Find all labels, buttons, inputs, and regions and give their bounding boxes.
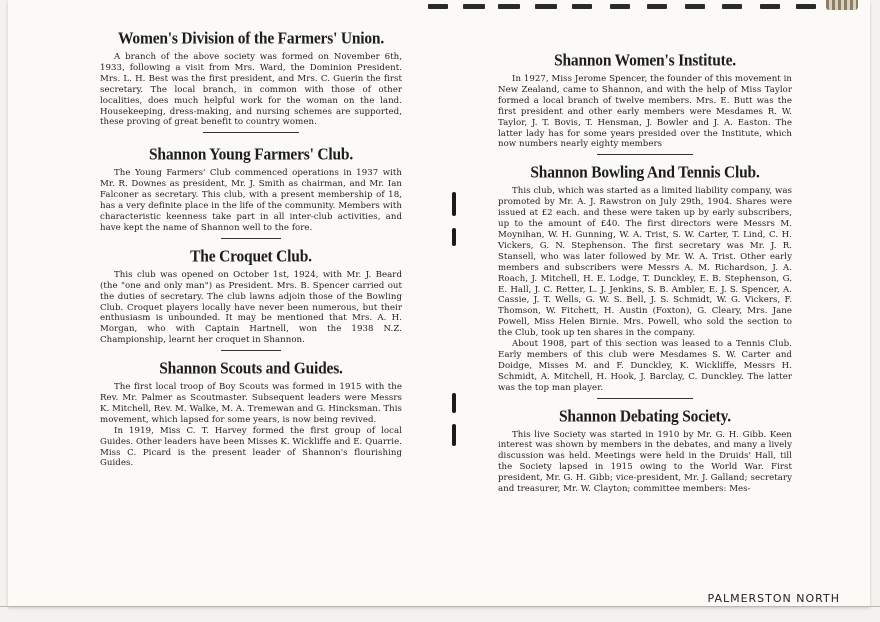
stamp-text: PALMERSTON NORTH bbox=[707, 592, 840, 605]
paragraph: In 1919, Miss C. T. Harvey formed the first group of local Guides. Other leaders have been Misses K. Wickliffe and E. Quarrie. Miss C. Picard is the present leader of Shannon's flourishing Guides. bbox=[100, 425, 402, 469]
right-column bbox=[498, 52, 792, 495]
tab-mark bbox=[796, 4, 816, 9]
section-scouts bbox=[100, 360, 402, 469]
binding-tabs bbox=[0, 0, 880, 16]
paragraph: This live Society was started in 1910 by Mr. G. H. Gibb. Keen interest was shown by members in the debates, and many a lively discussion was held. Meetings were held in the Druids' Hall, till the Society lapsed in 1915 owing to the World War. First president, Mr. G. H. Gibb; vice-president, Mr. J. Galland; secretary and treasurer, Mr. W. Clayton; committee members: Mes- bbox=[498, 429, 792, 495]
tab-mark bbox=[428, 4, 448, 9]
section-womens-institute bbox=[498, 52, 792, 155]
paragraph: This club, which was started as a limited liability company, was promoted by Mr. A. J. Rawstron on July 29th, 1904. Shares were issued at £2 each. and these were taken up by early subscribers, up to the amount of £40. The first directors were Messrs M. Moynihan, W. H. Gunning, W. A. Trist, S. W. Carter, T. Lind, C. H. Vickers, G. N. Stephenson. The first secretary was Mr. J. R. Stansell, who was later followed by Mr. W. A. Trist. Other early members and subscribers were Messrs A. M. Richardson, J. A. Roach, J. Mitchell, H. E. Lodge, T. Dunckley, E. B. Stephenson, G. E. Hall, J. C. Retter, L. J. Jenkins, S. B. Ambler, E. J. S. Spencer, A. Cassie, J. T. Wells, G. W. S. Bell, J. S. Schmidt, W. G. Vickers, F. Thomson, W. Fitchett, H. Austin (Foxton), G. Cleary, Mrs. Jane Powell, Miss Helen Birnie. Mrs. Powell, who sold the section to the Club, took up ten shares in the company. bbox=[498, 186, 792, 339]
binding-hole-mark bbox=[452, 424, 456, 446]
section-young-farmers bbox=[100, 146, 402, 238]
page-edge bbox=[0, 606, 880, 607]
binding-hole-mark bbox=[452, 393, 456, 413]
heading-young-farmers: Shannon Young Farmers' Club. bbox=[149, 145, 353, 164]
tab-mark bbox=[463, 4, 485, 9]
section-croquet bbox=[100, 248, 402, 351]
tab-mark bbox=[535, 4, 557, 9]
tab-mark bbox=[610, 4, 630, 9]
paragraph: The first local troop of Boy Scouts was formed in 1915 with the Rev. Mr. Palmer as Scoutmaster. Subsequent leaders were Messrs K. Mitchell, Rev. M. Walke, M. A. Tremewan and G. Hincksman. This movement, which lapsed for some years, is now being revived. bbox=[100, 382, 403, 425]
paragraph: A branch of the above society was formed on November 6th, 1933, following a visit from Mrs. Ward, the Dominion President. Mrs. L. H. Best was the first president, and Mrs. C. Guerin the first secretary. The local branch, in common with those of other localities, does much helpful work for the woman on the land. Housekeeping, dress-making, and nursing schemes are supported, these proving of great benefit to country women. bbox=[100, 52, 402, 128]
tab-mark bbox=[722, 4, 742, 9]
paragraph: About 1908, part of this section was leased to a Tennis Club. Early members of this club were Mesdames S. W. Carter and Doidge, Misses M. and F. Dunckley, K. Wickliffe, Messrs H. Schmidt, A. Mitchell, H. Hook, J. Barclay, C. Dunckley. The latter was the top man player. bbox=[498, 339, 792, 393]
tab-mark bbox=[572, 4, 592, 9]
tab-mark bbox=[498, 4, 520, 9]
heading-debating: Shannon Debating Society. bbox=[558, 406, 731, 426]
section-bowling-tennis bbox=[498, 164, 792, 398]
paragraph: The Young Farmers' Club commenced operations in 1937 with Mr. R. Downes as president, Mr. J. Smith as chairman, and Mr. Ian Falconer as secretary. This club, with a present membership of 18, has a very definite place in the life of the community. Members with characteristic keenness take part in all inter-club activities, and have kept the name of Shannon well to the fore. bbox=[100, 168, 402, 233]
section-wdfu bbox=[100, 30, 402, 133]
left-column bbox=[100, 30, 402, 469]
binding-hole-mark bbox=[452, 192, 456, 216]
tab-mark bbox=[760, 4, 780, 9]
tab-mark bbox=[685, 4, 705, 9]
tab-mark bbox=[647, 4, 667, 9]
binding-hole-mark bbox=[452, 228, 456, 246]
paragraph: This club was opened on October 1st, 1924, with Mr. J. Beard (the "one and only man") as President. Mrs. B. Spencer carried out the duties of secretary. The club lawns adjoin those of the Bowling Club. Croquet players locally have never been numerous, but their enthusiasm is unbounded. It may be mentioned that Mrs. A. H. Morgan, who with Captain Hartnell, won the 1938 N.Z. Championship, learnt her croquet in Shannon. bbox=[100, 269, 402, 346]
heading-wdfu: Women's Division of the Farmers' Union. bbox=[117, 29, 385, 48]
heading-bowling-tennis: Shannon Bowling And Tennis Club. bbox=[530, 163, 760, 182]
heading-croquet: The Croquet Club. bbox=[190, 247, 312, 266]
section-debating bbox=[498, 408, 792, 495]
paragraph: In 1927, Miss Jerome Spencer, the founder of this movement in New Zealand, came to Shannon, and with the help of Miss Taylor formed a local branch of twelve members. Mrs. E. Butt was the first president and other early members were Mesdames R. W. Taylor, J. T. Bovis, T. Hensman, J. Bowler and J. A. Easton. The latter lady has for some years presided over the Institute, which now numbers nearly eighty members bbox=[498, 74, 792, 150]
heading-womens-institute: Shannon Women's Institute. bbox=[554, 51, 736, 70]
heading-scouts: Shannon Scouts and Guides. bbox=[159, 359, 343, 378]
binder-clip bbox=[826, 0, 858, 10]
